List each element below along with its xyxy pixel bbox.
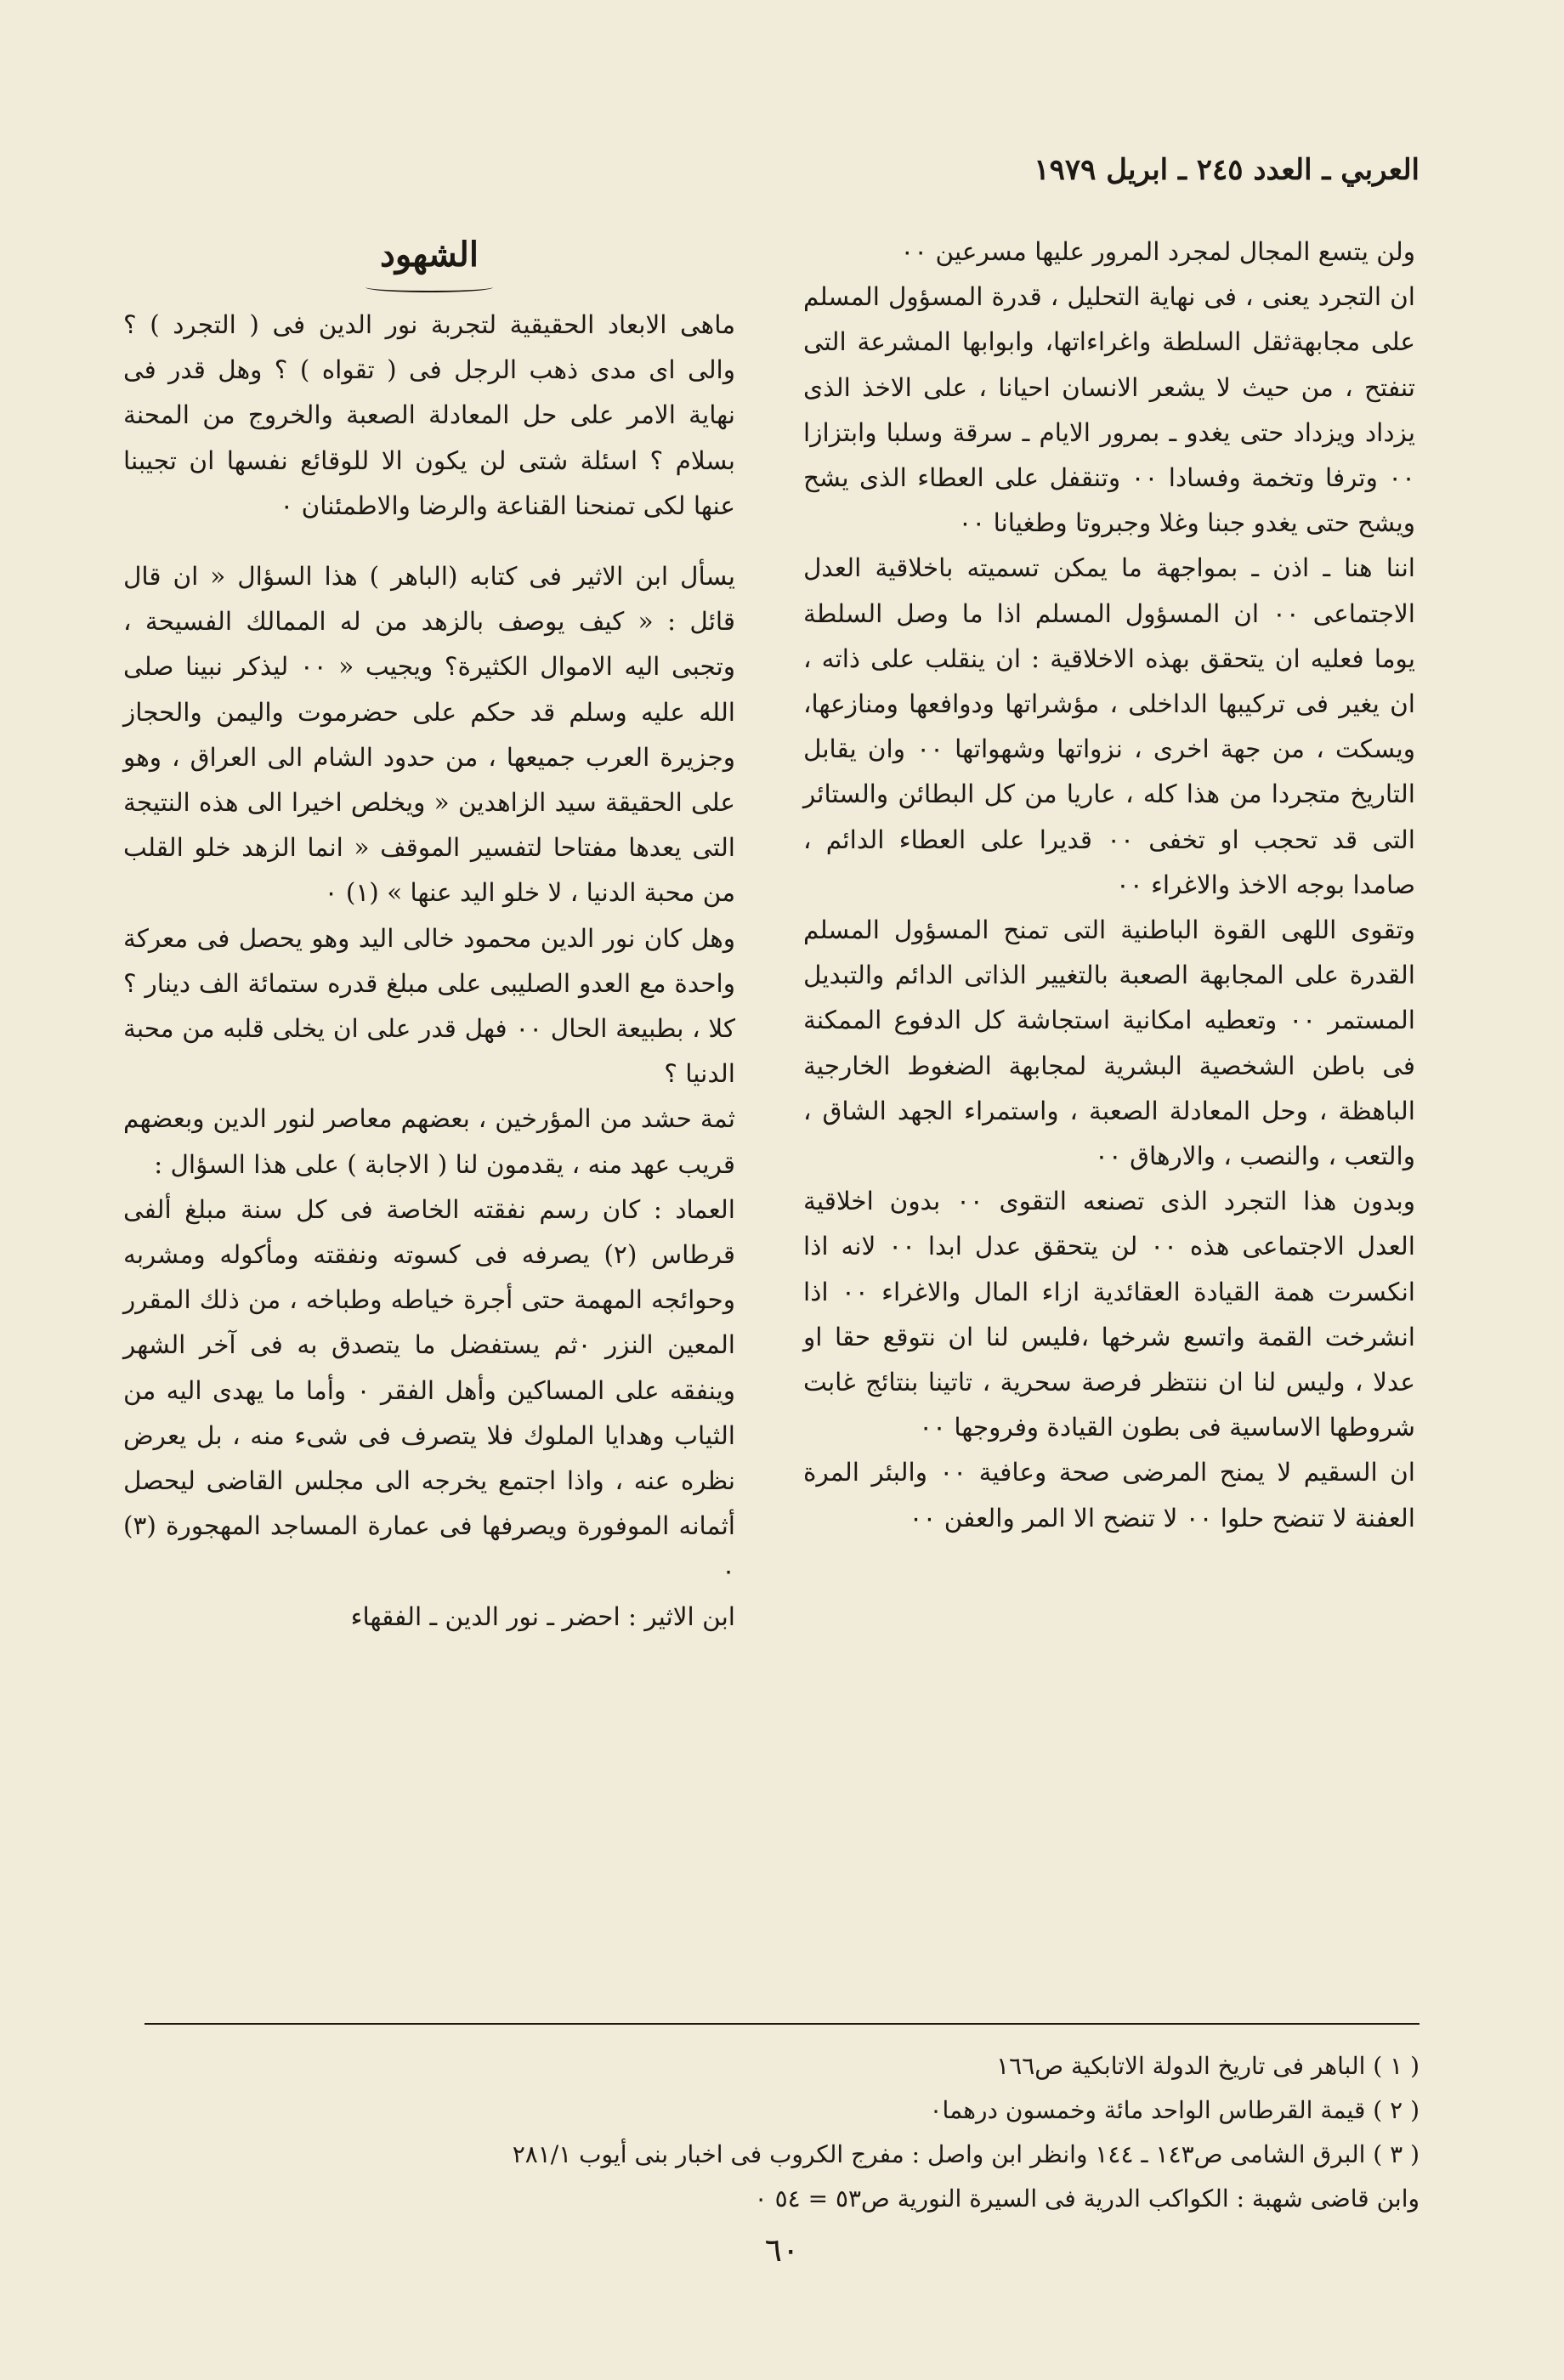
section-heading: الشهود	[380, 235, 479, 275]
paragraph: العماد : كان رسم نفقته الخاصة فى كل سنة مبلغ ألفى قرطاس (٢) يصرفه فى كسوته ونفقته ومأكوله ومشربه وحوائجه المهمة حتى أجرة خياطه وطباخه ، من ذلك المقرر المعين النزر ٠ثم يستفضل ما يتصدق به فى آخر الشهر وينفقه على المساكين وأهل الفقر ٠ وأما ما يهدى اليه من الثياب وهدايا الملوك فلا يتصرف فى شىء منه ، بل يعرض نظره عنه ، واذا اجتمع يخرجه الى مجلس القاضى ليحصل أثمانه الموفورة ويصرفها فى عمارة المساجد المهجورة (٣) ٠	[123, 1194, 735, 1586]
footnote: وابن قاضى شهبة : الكواكب الدرية فى السيرة النورية ص٥٣ = ٥٤ ٠	[754, 2184, 1420, 2213]
paragraph: يسأل ابن الاثير فى كتابه (الباهر ) هذا السؤال « ان قال قائل : « كيف يوصف بالزهد من له الممالك الفسيحة ، وتجبى اليه الاموال الكثيرة؟ ويجيب « ٠٠ ليذكر نبينا صلى الله عليه وسلم قد حكم على حضرموت واليمن والحجاز وجزيرة العرب جميعها ، من حدود الشام الى العراق ، وهو على الحقيقة سيد الزاهدين « ويخلص اخيرا الى هذه النتيجة التى يعدها مفتاحا لتفسير الموقف « انما الزهد خلو القلب من محبة الدنيا ، لا خلو اليد عنها » (١) ٠	[123, 562, 735, 908]
paragraph: وتقوى اللهى القوة الباطنية التى تمنح المسؤول المسلم القدرة على المجابهة الصعبة بالتغيير الذاتى الدائم والتبديل المستمر ٠٠ وتعطيه امكانية استجاشة كل الدفوع الممكنة فى باطن الشخصية البشرية لمجابهة الضغوط الخارجية الباهظة ، وحل المعادلة الصعبة ، واستمراء الجهد الشاق ، والتعب ، والنصب ، والارهاق ٠٠	[803, 915, 1415, 1171]
right-column	[803, 230, 1415, 1541]
paragraph: اننا هنا ـ اذن ـ بمواجهة ما يمكن تسميته باخلاقية العدل الاجتماعى ٠٠ ان المسؤول المسلم اذا ما وصل السلطة يوما فعليه ان يتحقق بهذه الاخلاقية : ان ينقلب على ذاته ، ان يغير فى تركيبها الداخلى ، مؤشراتها ودوافعها ومنازعها، ويسكت ، من جهة اخرى ، نزواتها وشهواتها ٠٠ وان يقابل التاريخ متجردا من هذا كله ، عاريا من كل البطائن والستائر التى قد تحجب او تخفى ٠٠ قديرا على العطاء الدائم ، صامدا بوجه الاخذ والاغراء ٠٠	[803, 553, 1415, 899]
running-title: العربي ـ العدد ٢٤٥ ـ ابريل ١٩٧٩	[1034, 153, 1420, 187]
footnotes	[119, 2044, 1420, 2221]
paragraph: ابن الاثير : احضر ـ نور الدين ـ الفقهاء	[350, 1601, 735, 1631]
page-number: ٦٠	[764, 2231, 800, 2269]
heading-ornament	[366, 282, 493, 292]
section-gap	[123, 529, 735, 554]
intro-paragraph: ماهى الابعاد الحقيقية لتجربة نور الدين فى ( التجرد ) ؟ والى اى مدى ذهب الرجل فى ( تقواه ) ؟ وهل قدر فى نهاية الامر على حل المعادلة الصعبة والخروج من المحنة بسلام ؟ اسئلة شتى لن يكون الا للوقائع نفسها ان تجيبنا عنها لكى تمنحنا القناعة والرضا والاطمئنان ٠	[123, 310, 735, 520]
paragraph: ثمة حشد من المؤرخين ، بعضهم معاصر لنور الدين وبعضهم قريب عهد منه ، يقدمون لنا ( الاجابة ) على هذا السؤال :	[123, 1104, 735, 1179]
paragraph: ان السقيم لا يمنح المرضى صحة وعافية ٠٠ والبئر المرة العفنة لا تنضح حلوا ٠٠ لا تنضح الا المر والعفن ٠٠	[803, 1458, 1415, 1533]
footnote: ( ١ ) الباهر فى تاريخ الدولة الاتابكية ص١٦٦	[996, 2052, 1420, 2080]
paragraph: ان التجرد يعنى ، فى نهاية التحليل ، قدرة المسؤول المسلم على مجابهةثقل السلطة واغراءاتها، وابوابها المشرعة التى تنفتح ، من حيث لا يشعر الانسان احيانا ، على الاخذ الذى يزداد ويزداد حتى يغدو ـ بمرور الايام ـ سرقة وسلبا وابتزازا ٠٠ وترفا وتخمة وفسادا ٠٠ وتنقفل على العطاء الذى يشح ويشح حتى يغدو جبنا وغلا وجبروتا وطغيانا ٠٠	[803, 282, 1415, 538]
footnote: ( ٣ ) البرق الشامى ص١٤٣ ـ ١٤٤ وانظر ابن واصل : مفرج الكروب فى اخبار بنى أيوب ٢٨١/١	[512, 2140, 1420, 2168]
footnote: ( ٢ ) قيمة القرطاس الواحد مائة وخمسون درهما٠	[929, 2096, 1420, 2124]
paragraph: وهل كان نور الدين محمود خالى اليد وهو يحصل فى معركة واحدة مع العدو الصليبى على مبلغ قدره ستمائة الف دينار ؟ كلا ، بطبيعة الحال ٠٠ فهل قدر على ان يخلى قلبه من محبة الدنيا ؟	[123, 923, 735, 1089]
left-column	[123, 230, 735, 1640]
paragraph: وبدون هذا التجرد الذى تصنعه التقوى ٠٠ بدون اخلاقية العدل الاجتماعى هذه ٠٠ لن يتحقق عدل ابدا ٠٠ لانه اذا انكسرت همة القيادة العقائدية ازاء المال والاغراء ٠٠ اذا انشرخت القمة واتسع شرخها ،فليس لنا ان نتوقع حقا او عدلا ، وليس لنا ان ننتظر فرصة سحرية ، تاتينا بنتائج غابت شروطها الاساسية فى بطون القيادة وفروجها ٠٠	[803, 1187, 1416, 1442]
footnote-divider	[144, 2023, 1420, 2025]
paragraph: ولن يتسع المجال لمجرد المرور عليها مسرعين ٠٠	[900, 237, 1415, 266]
